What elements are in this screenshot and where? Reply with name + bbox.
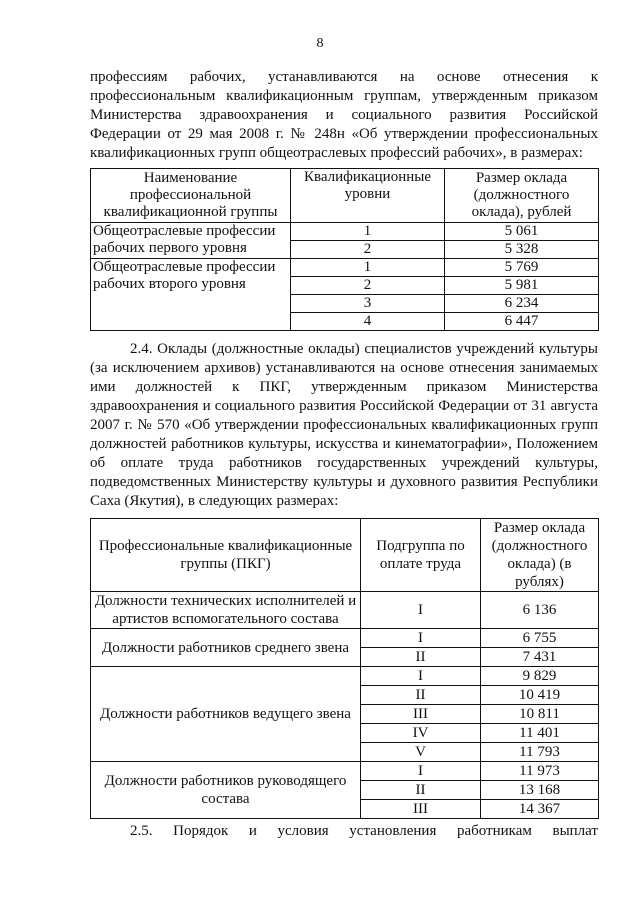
salary-cell: 6 136 <box>481 592 599 629</box>
salary-cell: 10 811 <box>481 705 599 724</box>
table-row <box>91 259 599 277</box>
salary-cell: 6 755 <box>481 629 599 648</box>
level-cell: 4 <box>291 313 445 331</box>
salary-cell: 9 829 <box>481 667 599 686</box>
table-header-row <box>91 169 599 223</box>
salary-cell: 5 981 <box>445 277 599 295</box>
subgroup-cell: IV <box>361 724 481 743</box>
column-header: Квалификационные уровни <box>291 169 445 223</box>
subgroup-cell: II <box>361 648 481 667</box>
table-row <box>91 223 599 241</box>
section-2-4-paragraph: 2.4. Оклады (должностные оклады) специалистов учреждений культуры (за исключением архивов) устанавливаются на основе отнесения занимаемых ими должностей к ПКГ, утвержденным приказом Министерства здравоохранения и социального развития Российской Федерации от 31 августа 2007 г. № 570 «Об утверждении профессиональных квалификационных групп должностей работников культуры, искусства и кинематографии», Положением об оплате труда работников государственных учреждений культуры, подведомственных Министерству культуры и духовного развития Республики Саха (Якутия), в следующих размерах: <box>90 341 598 509</box>
subgroup-cell: II <box>361 686 481 705</box>
subgroup-cell: I <box>361 667 481 686</box>
group-name-cell: Должности технических исполнителей и артистов вспомогательного состава <box>91 592 361 629</box>
column-header: Наименование профессиональной квалификационной группы <box>91 169 291 223</box>
table-row <box>91 629 599 648</box>
level-cell: 2 <box>291 241 445 259</box>
table-row <box>91 592 599 629</box>
table-row <box>91 762 599 781</box>
group-name-cell: Общеотраслевые профессии рабочих второго уровня <box>91 259 291 331</box>
salary-cell: 11 973 <box>481 762 599 781</box>
salary-cell: 7 431 <box>481 648 599 667</box>
salary-cell: 6 447 <box>445 313 599 331</box>
subgroup-cell: I <box>361 592 481 629</box>
salary-cell: 5 769 <box>445 259 599 277</box>
page-number: 8 <box>316 36 324 51</box>
salary-cell: 14 367 <box>481 800 599 819</box>
column-header: Подгруппа по оплате труда <box>361 519 481 592</box>
group-name-cell: Общеотраслевые профессии рабочих первого уровня <box>91 223 291 259</box>
column-header: Размер оклада (должностного оклада), рублей <box>445 169 599 223</box>
salary-cell: 13 168 <box>481 781 599 800</box>
salary-cell: 11 401 <box>481 724 599 743</box>
table-header-row <box>91 519 599 592</box>
level-cell: 3 <box>291 295 445 313</box>
section-2-5-paragraph: 2.5. Порядок и условия установления работникам выплат <box>130 823 598 839</box>
subgroup-cell: V <box>361 743 481 762</box>
subgroup-cell: III <box>361 705 481 724</box>
column-header: Размер оклада (должностного оклада) (в рублях) <box>481 519 599 592</box>
subgroup-cell: I <box>361 762 481 781</box>
salary-cell: 5 061 <box>445 223 599 241</box>
table-workers-salaries <box>90 168 599 331</box>
group-name-cell: Должности работников руководящего состава <box>91 762 361 819</box>
column-header: Профессиональные квалификационные группы (ПКГ) <box>91 519 361 592</box>
subgroup-cell: II <box>361 781 481 800</box>
salary-cell: 10 419 <box>481 686 599 705</box>
subgroup-cell: I <box>361 629 481 648</box>
intro-paragraph: профессиям рабочих, устанавливаются на основе отнесения к профессиональным квалификационным группам, утвержденным приказом Министерства здравоохранения и социального развития Российской Федерации от 29 мая 2008 г. № 248н «Об утверждении профессиональных квалификационных групп общеотраслевых профессий рабочих», в размерах: <box>90 69 598 161</box>
salary-cell: 5 328 <box>445 241 599 259</box>
subgroup-cell: III <box>361 800 481 819</box>
salary-cell: 6 234 <box>445 295 599 313</box>
level-cell: 1 <box>291 223 445 241</box>
salary-cell: 11 793 <box>481 743 599 762</box>
group-name-cell: Должности работников среднего звена <box>91 629 361 667</box>
group-name-cell: Должности работников ведущего звена <box>91 667 361 762</box>
level-cell: 2 <box>291 277 445 295</box>
level-cell: 1 <box>291 259 445 277</box>
table-row <box>91 667 599 686</box>
table-culture-salaries <box>90 518 599 819</box>
